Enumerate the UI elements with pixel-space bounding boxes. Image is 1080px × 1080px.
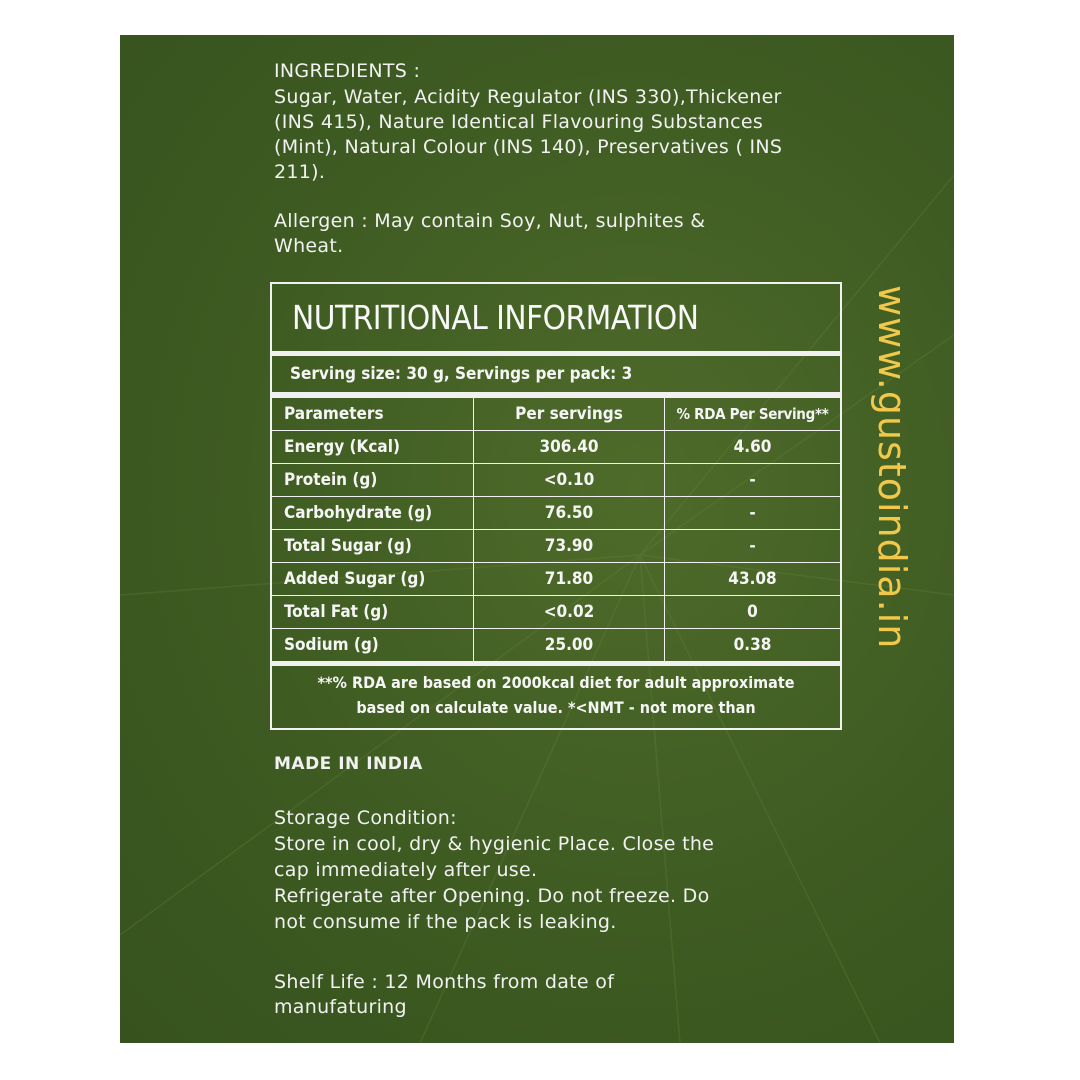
- footnote-line: **% RDA are based on 2000kcal diet for adult approximate: [317, 673, 795, 692]
- rda-value: 43.08: [665, 563, 841, 596]
- rda-value: -: [665, 530, 841, 563]
- table-header-row: [272, 398, 840, 431]
- per-serving-value: 71.80: [474, 563, 665, 596]
- shelf-life: [274, 970, 714, 1020]
- parameter-name: Protein (g): [272, 464, 474, 497]
- table-row: [272, 431, 840, 464]
- rda-value: -: [665, 464, 841, 497]
- rda-value: 0.38: [733, 635, 772, 655]
- storage-conditions: [274, 805, 814, 935]
- per-serving-value: 25.00: [474, 629, 665, 662]
- storage-line: Refrigerate after Opening. Do not freeze. Do: [274, 885, 710, 907]
- label-panel: [120, 35, 954, 1043]
- table-row: [272, 497, 840, 530]
- column-header-per-serving: Per servings: [474, 398, 665, 431]
- per-serving-value: 73.90: [474, 530, 665, 563]
- allergen-line: Wheat.: [274, 235, 344, 257]
- ingredients-line: (INS 415), Nature Identical Flavouring Substances: [274, 111, 764, 133]
- ingredients-text: [274, 85, 874, 185]
- nutrition-table: [272, 398, 840, 661]
- footnote-line: based on calculate value. *<NMT - not more than: [356, 698, 756, 717]
- storage-line: Store in cool, dry & hygienic Place. Close the: [274, 833, 715, 855]
- made-in-label: MADE IN INDIA: [274, 754, 423, 774]
- column-header-parameters: Parameters: [272, 398, 474, 431]
- table-row: [272, 563, 840, 596]
- storage-line: Storage Condition:: [274, 807, 457, 829]
- column-header-rda: % RDA Per Serving**: [665, 398, 841, 431]
- nutrition-panel: [270, 282, 842, 730]
- per-serving-value: <0.10: [474, 464, 665, 497]
- parameter-name: Added Sugar (g): [272, 563, 474, 596]
- per-serving-value: 76.50: [474, 497, 665, 530]
- table-row: [272, 629, 840, 662]
- ingredients-line: (Mint), Natural Colour (INS 140), Preservatives ( INS: [274, 136, 783, 158]
- nutrition-title: NUTRITIONAL INFORMATION: [292, 298, 699, 337]
- ingredients-heading: INGREDIENTS :: [274, 60, 421, 82]
- parameter-name: Carbohydrate (g): [272, 497, 474, 530]
- rda-value: 0: [665, 596, 841, 629]
- table-row: [272, 464, 840, 497]
- allergen-line: Allergen : May contain Soy, Nut, sulphites &: [274, 210, 706, 232]
- parameter-name: Total Sugar (g): [272, 530, 474, 563]
- parameter-name: Sodium (g): [272, 629, 474, 662]
- parameter-name: Total Fat (g): [272, 596, 474, 629]
- table-row: [272, 596, 840, 629]
- storage-line: cap immediately after use.: [274, 859, 538, 881]
- shelf-life-line: Shelf Life : 12 Months from date of: [274, 971, 615, 993]
- per-serving-value: <0.02: [474, 596, 665, 629]
- parameter-name: Energy (Kcal): [272, 431, 474, 464]
- table-row: [272, 530, 840, 563]
- allergen-text: [274, 209, 794, 259]
- shelf-life-line: manufaturing: [274, 996, 407, 1018]
- rda-value: -: [665, 497, 841, 530]
- ingredients-line: 211).: [274, 161, 326, 183]
- rda-value: 4.60: [665, 431, 841, 464]
- website-url: www.gustoindia.in: [870, 285, 914, 650]
- ingredients-line: Sugar, Water, Acidity Regulator (INS 330),Thickener: [274, 86, 782, 108]
- per-serving-value: 306.40: [474, 431, 665, 464]
- rda-footnote: [272, 666, 840, 720]
- storage-line: not consume if the pack is leaking.: [274, 911, 617, 933]
- serving-info: Serving size: 30 g, Servings per pack: 3: [272, 356, 840, 393]
